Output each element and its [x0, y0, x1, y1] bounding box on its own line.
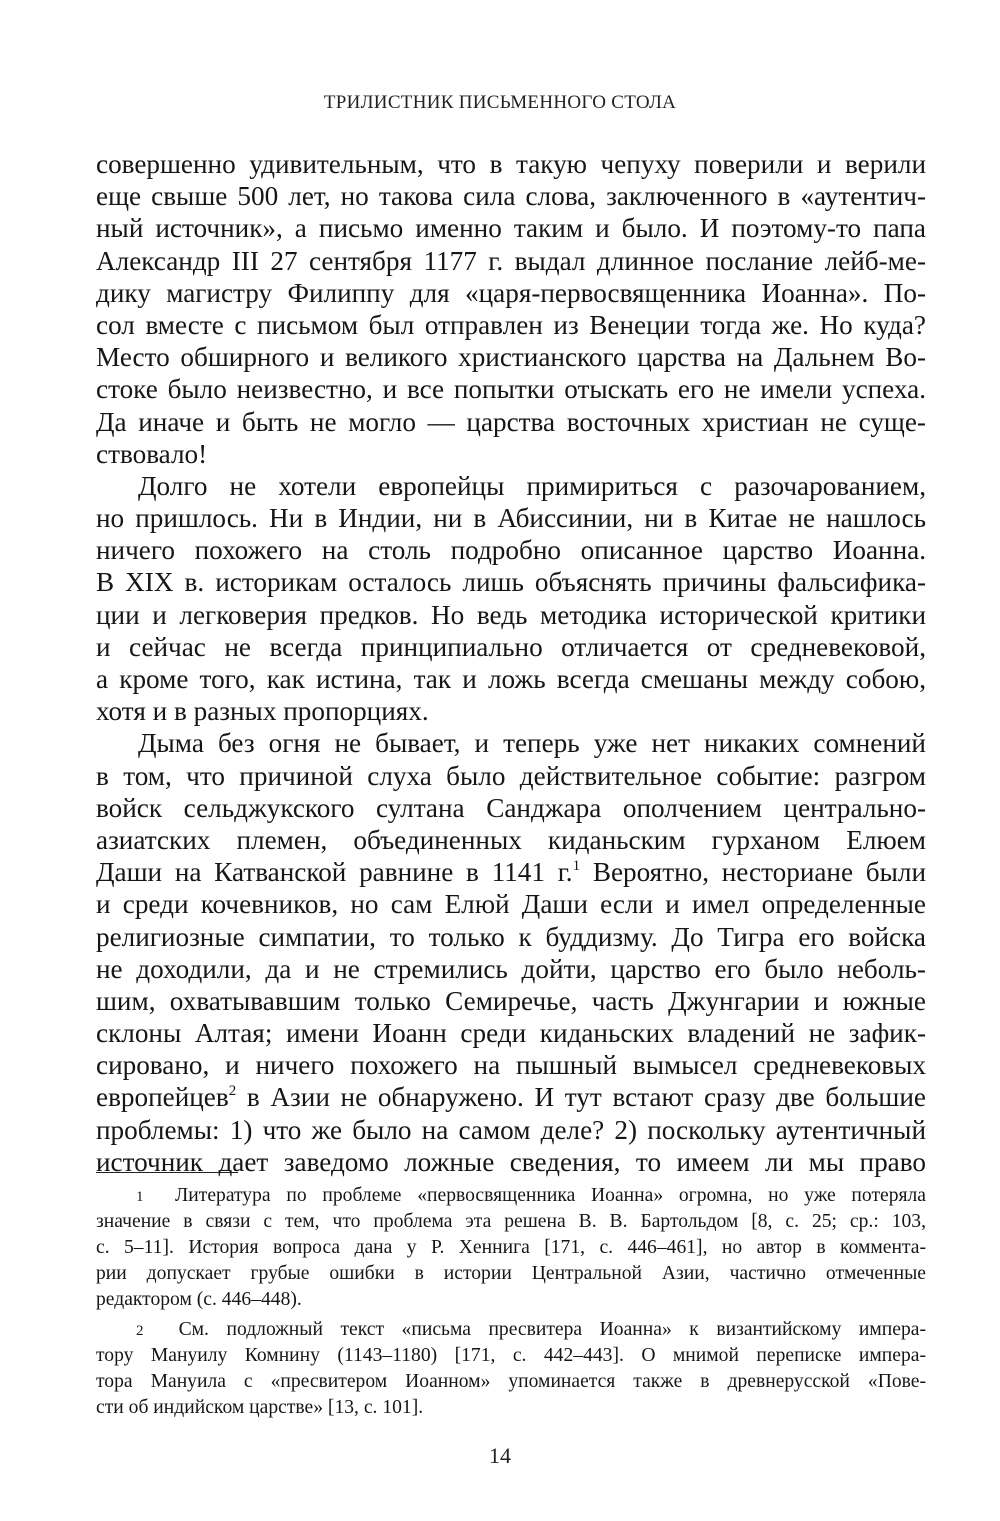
text-line: В XIX в. историкам осталось лишь объяснять причины фальсифика- [96, 567, 926, 598]
footnote-divider [96, 1172, 238, 1173]
text-line: сировано, и ничего похожего на пышный вымысел средневековых [96, 1050, 926, 1081]
text-line: но пришлось. Ни в Индии, ни в Абиссинии, ни в Китае не нашлось [96, 503, 926, 534]
text-line: хотя и в разных пропорциях. [96, 696, 429, 727]
text-line: Долго не хотели европейцы примириться с разочарованием, [138, 470, 926, 501]
text-line: войск сельджукского султана Санджара ополчением центрально- [96, 792, 926, 823]
text-segment: в Азии не обнаружено. И тут встают сразу две большие [236, 1082, 926, 1113]
text-line: ции и легковерия предков. Но ведь методика исторической критики [96, 599, 926, 630]
text-line: в том, что причиной слуха было действительное событие: разгром [96, 760, 926, 791]
text-line: совершенно удивительным, что в такую чепуху поверили и верили [96, 149, 926, 179]
main-text [96, 148, 926, 1178]
text-line: и сейчас не всегда принципиально отличается от средневековой, [96, 631, 926, 662]
text-line: азиатских племен, объединенных киданьским гурханом Елюем [96, 824, 926, 855]
text-line: ствовало! [96, 438, 208, 469]
footnote-text: См. подложный текст «письма пресвитера Иоанна» к византийскому импера- [178, 1319, 926, 1340]
text-line: Александр III 27 сентября 1177 г. выдал длинное послание лейб-ме- [96, 245, 926, 276]
text-line: Да иначе и быть не могло — царства восточных христиан не суще- [96, 406, 926, 437]
footnote-line: значение в связи с тем, что проблема эта решена В. В. Бартольдом [8, с. 25; ср.: 103, [96, 1211, 926, 1232]
text-line: склоны Алтая; имени Иоанн среди киданьских владений не зафик- [96, 1018, 926, 1049]
text-line [96, 1081, 926, 1113]
text-line: проблемы: 1) что же было на самом деле? 2) поскольку аутентичный [96, 1114, 926, 1145]
running-head: ТРИЛИСТНИК ПИСЬМЕННОГО СТОЛА [323, 92, 677, 113]
footnote-number: 1 [136, 1189, 144, 1205]
text-segment: Вероятно, несториане были [580, 857, 926, 888]
footnote-line: рии допускает грубые ошибки в истории Центральной Азии, частично отмеченные [96, 1263, 926, 1284]
footnote-line: тора Мануила с «пресвитером Иоанном» упоминается также в древнерусской «Пове- [96, 1371, 926, 1392]
footnote-line [96, 1317, 926, 1343]
footnote-line: редактором (с. 446–448). [96, 1289, 302, 1310]
text-line: Место обширного и великого христианского царства на Дальнем Во- [96, 342, 926, 373]
text-line: и среди кочевников, но сам Елюй Даши если и имел определенные [96, 889, 926, 920]
footnote-line [96, 1183, 926, 1209]
footnote-text: Литература по проблеме «первосвященника Иоанна» огромна, но уже потеряла [174, 1185, 926, 1206]
footnote-line: сти об индийском царстве» [13, с. 101]. [96, 1397, 424, 1418]
text-line: не доходили, да и не стремились дойти, царство его было неболь- [96, 953, 926, 984]
footnotes [96, 1183, 926, 1421]
text-line: шим, охватывавшим только Семиречье, часть Джунгарии и южные [96, 985, 926, 1016]
text-line: религиозные симпатии, то только к буддизму. До Тигра его войска [96, 921, 926, 952]
text-line: сол вместе с письмом был отправлен из Венеции тогда же. Но куда? [96, 309, 926, 340]
text-line: а кроме того, как истина, так и ложь всегда смешаны между собою, [96, 664, 926, 694]
footnote-number: 2 [136, 1323, 144, 1339]
text-line: еще свыше 500 лет, но такова сила слова, заключенного в «аутентич- [96, 181, 926, 212]
page-number: 14 [489, 1443, 511, 1468]
footnote-ref-2[interactable]: 2 [228, 1083, 237, 1100]
text-line [96, 856, 926, 888]
text-line: ничего похожего на столь подробно описанное царство Иоанна. [96, 535, 926, 566]
text-segment: европейцев [96, 1082, 229, 1113]
footnote-line: с. 5–11]. История вопроса дана у Р. Хеннига [171, с. 446–461], но автор в коммента- [96, 1237, 926, 1258]
text-segment: Даши на Катванской равнине в 1141 г. [96, 857, 573, 888]
text-line: Дыма без огня не бывает, и теперь уже нет никаких сомнений [138, 728, 926, 759]
footnote-line: тору Мануилу Комнину (1143–1180) [171, с. 442–443]. О мнимой переписке импера- [96, 1345, 926, 1366]
text-line: дику магистру Филиппу для «царя-первосвященника Иоанна». По- [96, 277, 926, 308]
text-line: ный источник», а письмо именно таким и было. И поэтому-то папа [96, 213, 926, 244]
footnote-ref-1[interactable]: 1 [572, 858, 581, 875]
text-line: стоке было неизвестно, и все попытки отыскать его не имели успеха. [96, 374, 926, 405]
text-line: источник дает заведомо ложные сведения, то имеем ли мы право [96, 1146, 926, 1177]
